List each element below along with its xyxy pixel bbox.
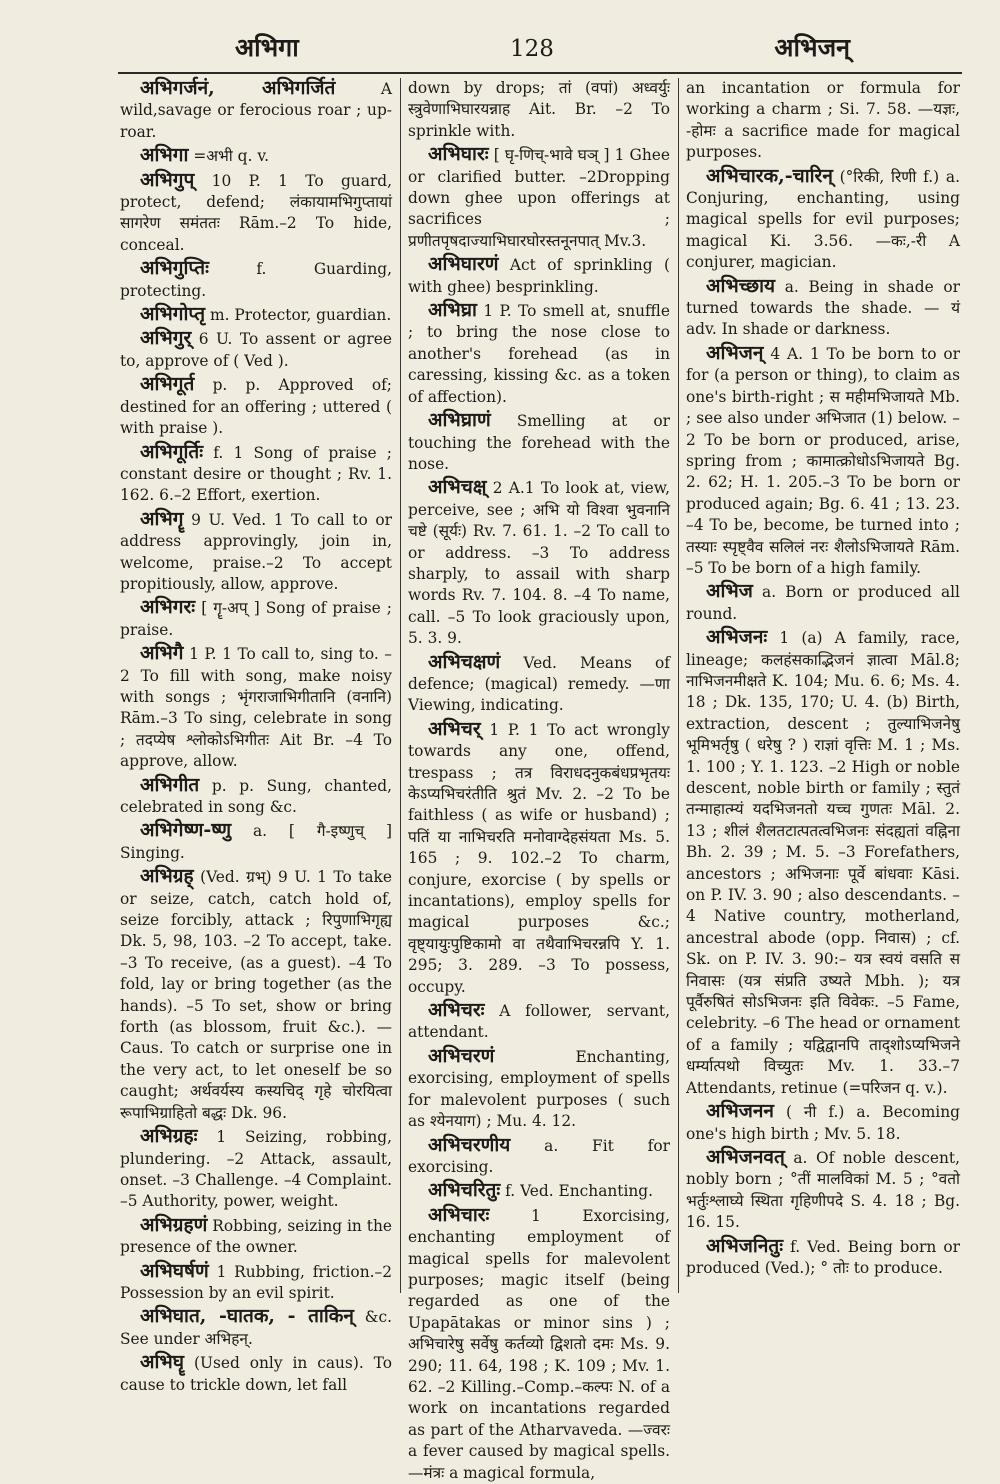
entry-definition: Act of sprinkling ( with ghee) besprinkling. [408, 256, 670, 296]
entry-definition: A wild,savage or ferocious roar ; up-roar. [120, 80, 392, 141]
entry-definition: f. 1 Song of praise ; constant desire or thought ; Rv. 1. 162. 6.–2 Effort, exertion. [120, 443, 392, 505]
right-running-headword: अभिजन् [774, 33, 850, 62]
entry-headword: अभिचरः [428, 999, 485, 1022]
entry-definition: 1 P. 1 To call to, sing to. –2 To fill with song, make noisy with songs ; भृंगराजाभिगीतानि (वनानि) Rām.–3 To sing, celebrate in song ; तदप्येष श्लोकोऽभिगीतः Ait Br. –4 To approve, allow. [120, 645, 392, 771]
dictionary-entry [408, 410, 670, 475]
entry-definition: Ved. Means of defence; (magical) remedy. —णा Viewing, indicating. [408, 653, 670, 715]
dictionary-entry [686, 581, 960, 625]
entry-headword: अभिचक्ष् [428, 476, 487, 499]
dictionary-entry [408, 652, 670, 717]
entry-definition: 1 (a) A family, race, lineage; कलहंसकाद्भिजनं ज्ञात्वा Māl.8; नाभिजनमीक्षते K. 104; Mu. 6. 6; Ms. 4. 18 ; Dk. 135, 170; U. 4. (b) Birth, extraction, descent ; तुल्याभिजनेषु भूमिभर्तृषु ( धरेषु ? ) राज्ञां वृत्तिः M. 1 ; Ms. 1. 100 ; Y. 1. 123. –2 High or noble descent, noble birth or family ; स्तुतं तन्माहात्म्यं यदभिजनतो यच्च गुणतः Māl. 2. 13 ; शीलं शैलतटात्पतत्वभिजनः संदह्यतां वह्निना Bh. 2. 39 ; M. 5. –3 Forefathers, ancestors ; अभिजनाः पूर्वे बांधवाः Kāsi. on P. IV. 3. 90 ; also descendants. –4 Native country, motherland, ancestral abode (opp. निवास) ; cf. Sk. on P. IV. 3. 90:– यत्र स्वयं वसति स निवासः (यत्र संप्रति उष्यते Mbh. ); यत्र पूर्वैरुषितं सोऽभिजनः इति विवेकः. –5 Fame, celebrity. –6 The head or ornament of a family ; यद्विद्वानपि ताद्शोऽप्यभिजने धर्म्यात्पथो विच्युतः Mv. 1. 33.–7 Attendants, retinue (=परिजन q. v.). [686, 629, 960, 1097]
entry-definition: down by drops; तां (वपां) अध्वर्युः स्त्रुवेणाभिघारयन्नाह Ait. Br. –2 To sprinkle with. [408, 79, 670, 140]
entry-definition: =अभी q. v. [193, 147, 270, 166]
column-2 [408, 78, 670, 1482]
dictionary-entry [408, 254, 670, 298]
dictionary-entry [408, 1205, 670, 1484]
header-rule [118, 72, 962, 74]
entry-definition: 9 U. Ved. 1 To call to or address approvingly, join in, welcome, praise.–2 To accept propitiously, allow, approve. [120, 510, 392, 593]
entry-headword: अभिघारणं [428, 253, 499, 276]
entry-definition: 6 U. To assent or agree to, approve of ( Ved ). [120, 330, 392, 370]
dictionary-entry [686, 166, 960, 274]
dictionary-entry [686, 1101, 960, 1145]
entry-headword: अभिग्रहणं [140, 1213, 208, 1236]
entry-definition: 1 P. To smell at, snuffle ; to bring the nose close to another's forehead (as in caressing, kissing &c. as a token of affection). [408, 302, 670, 406]
entry-definition: (°रिकी, रिणी f.) a. Conjuring, enchanting, using magical spells for evil purposes; magical Ki. 3.56. —कः,-री A conjurer, magician. [686, 167, 960, 272]
entry-definition: f. Guarding, protecting. [120, 260, 392, 300]
entry-definition: an incantation or formula for working a charm ; Si. 7. 58. —यज्ञः, -होमः a sacrifice made for magical purposes. [686, 79, 960, 162]
dictionary-entry [408, 1135, 670, 1179]
entry-definition: A follower, servant, attendant. [408, 1002, 670, 1042]
entry-definition: (Ved. ग्रभ्) 9 U. 1 To take or seize, catch, catch hold of, seize forcibly, attack ; रिपुणाभिगृह्य Dk. 5, 98, 103. –2 To accept, take. –3 To receive, (as a guest). –4 To fold, lay or bring together (as the hands). –5 To set, show or bring forth (as blossom, fruit &c.). — Caus. To catch or surprise one in the very act, to let oneself be so caught; अर्थवर्यस्य कस्यचिद् गृहे चोरयित्वा रूपाभिग्राहितो बद्धः Dk. 96. [120, 868, 392, 1122]
dictionary-entry [120, 170, 392, 257]
entry-headword: अभिगर्जनं, अभिगर्जितं [140, 77, 336, 99]
dictionary-entry [408, 1180, 670, 1202]
dictionary-entry [120, 1352, 392, 1396]
entry-definition: f. Ved. Being born or produced (Ved.); ° तोः to produce. [686, 1237, 960, 1277]
entry-headword: अभिगेष्ण-ष्णु [140, 819, 232, 842]
entry-headword: अभिगा [140, 144, 189, 167]
entry-definition: (Used only in caus). To cause to trickle down, let fall [120, 1354, 392, 1394]
entry-headword: अभिजनितुः [706, 1234, 784, 1257]
entry-headword: अभिचारः [428, 1203, 490, 1226]
dictionary-entry [120, 78, 392, 143]
entry-definition: [ घृ-णिच्-भावे घञ् ] 1 Ghee or clarified butter. –2Dropping down ghee upon offerings at sacrifices ; प्रणीतपृषदाज्याभिघारघोरस्तनूनपात् Mv.3. [408, 146, 670, 250]
entry-headword: अभिजनन [706, 1100, 774, 1123]
entry-headword: अभिघात, -घातक, - ताकिन् [140, 1305, 354, 1328]
dictionary-entry [120, 442, 392, 507]
entry-headword: अभिचारक,-चारिन् [706, 164, 833, 187]
entry-headword: अभिग्रह् [140, 865, 194, 888]
page-header [120, 30, 960, 70]
entry-definition: m. Protector, guardian. [210, 306, 392, 325]
entry-definition: &c. See under अभिहन्. [120, 1308, 392, 1348]
entry-headword: अभिघॄ [140, 1351, 185, 1374]
entry-headword: अभिघ्रा [428, 299, 477, 322]
column-divider [400, 78, 401, 1293]
dictionary-entry [686, 627, 960, 1099]
dictionary-entry [120, 328, 392, 372]
dictionary-entry [408, 719, 670, 998]
dictionary-entry [408, 300, 670, 408]
entry-definition: a. Born or produced all round. [686, 583, 960, 623]
entry-headword: अभिग्रहः [140, 1125, 198, 1148]
entry-headword: अभिगुप्तिः [140, 257, 209, 280]
dictionary-entry [120, 374, 392, 439]
dictionary-entry [120, 258, 392, 302]
entry-definition: [ गॄ-अप् ] Song of praise ; praise. [120, 599, 392, 639]
entry-definition: a. Fit for exorcising. [408, 1136, 670, 1176]
dictionary-entry [120, 820, 392, 864]
entry-definition: p. p. Approved of; destined for an offering ; uttered ( with praise ). [120, 376, 392, 438]
entry-headword: अभिगूर्त [140, 373, 195, 396]
entry-headword: अभिचर् [428, 717, 481, 740]
entry-headword: अभिजनवत् [706, 1145, 785, 1168]
column-3 [686, 78, 960, 1293]
dictionary-entry [120, 597, 392, 641]
entry-headword: अभिघर्षणं [140, 1259, 209, 1282]
dictionary-entry [120, 509, 392, 596]
dictionary-entry [686, 78, 960, 164]
entry-definition: f. Ved. Enchanting. [505, 1182, 654, 1201]
entry-definition: 1 P. 1 To act wrongly towards any one, offend, trespass ; तत्र विराधदनुकबंधप्रभृतयः केऽप्यभिचरंतीति श्रुतं Mv. 2. –2 To be faithless ( as wife or husband) ; पतिं या नाभिचरति मनोवाग्देहसंयता Ms. 5. 165 ; 9. 102.–2 To charm, conjure, exorcise ( by spells or incantations), employ spells for magical purposes &c.; वृष्ट्यायुःपुष्टिकामो वा तथैवाभिचरन्नपि Y. 1. 295; 3. 289. –3 To possess, occupy. [408, 720, 670, 996]
entry-definition: a. Being in shade or turned towards the shade. — यं adv. In shade or darkness. [686, 277, 960, 339]
entry-headword: अभिजनः [706, 626, 768, 649]
entry-definition: 4 A. 1 To be born to or for (a person or thing), to claim as one's birth-right ; स महीमभिजायते Mb. ; see also under अभिजात (1) below. –2 To be born or produced, arise, spring from ; कामात्क्रोधोऽभिजायते Bg. 2. 62; H. 1. 205.–3 To be born or produced again; Bg. 6. 41 ; 13. 23. –4 To be, become, be turned into ; तस्याः स्पृष्ट्वैव सलिलं नरः शैलोऽभिजायते Rām. –5 To be born of a high family. [686, 344, 960, 577]
entry-headword: अभिच्छाय [706, 274, 776, 297]
entry-definition: Smelling at or touching the forehead with the nose. [408, 412, 670, 473]
dictionary-entry [686, 1236, 960, 1280]
entry-headword: अभिगूर्तिः [140, 440, 204, 463]
dictionary-entry [120, 1261, 392, 1305]
dictionary-entry [686, 276, 960, 341]
entry-definition: 2 A.1 To look at, view, perceive, see ; अभि यो विश्वा भुवनानि चष्टे (सूर्यः) Rv. 7. 61. 1. –2 To call to or address. –3 To address sharply, to assail with sharp words Rv. 7. 104. 8. –4 To name, call. –5 To look graciously upon, 5. 3. 9. [408, 479, 670, 648]
entry-definition: Robbing, seizing in the presence of the owner. [120, 1216, 392, 1257]
entry-headword: अभिगॄ [140, 507, 184, 530]
column-1 [120, 77, 392, 1394]
dictionary-entry [120, 775, 392, 819]
dictionary-entry [120, 1306, 392, 1350]
entry-definition: 10 P. 1 To guard, protect, defend; लंकायामभिगुप्तायां सागरेण समंततः Rām.–2 To hide, conceal. [120, 171, 392, 254]
entry-headword: अभिघारः [428, 143, 489, 166]
dictionary-entry [120, 866, 392, 1124]
entry-headword: अभिगै [140, 642, 184, 665]
dictionary-entry [120, 1126, 392, 1213]
entry-definition: a. [ गै-इष्णुच् ] Singing. [120, 822, 392, 862]
entry-definition: a. Of noble descent, nobly born ; °तीं मालविकां M. 5 ; °वतो भर्तुःश्लाघ्ये स्थिता गृहिणीपदे S. 4. 18 ; Bg. 16. 15. [686, 1148, 960, 1232]
entry-definition: p. p. Sung, chanted, celebrated in song &c. [120, 776, 392, 816]
entry-headword: अभिगुप् [140, 168, 195, 191]
entry-headword: अभिघ्राणं [428, 409, 491, 432]
left-running-headword: अभिगा [235, 33, 299, 62]
entry-headword: अभिगरः [140, 596, 196, 619]
dictionary-entry [408, 144, 670, 252]
dictionary-columns [120, 77, 960, 1482]
dictionary-entry [408, 78, 670, 142]
dictionary-entry [120, 145, 392, 167]
entry-headword: अभिचरणीय [428, 1133, 511, 1156]
entry-definition: Enchanting, exorcising, employment of spells for malevolent purposes ( such as श्येनयाग) ; Mu. 4. 12. [408, 1047, 670, 1131]
column-divider [678, 78, 679, 1293]
entry-definition: ( नी f.) a. Becoming one's high birth ; Mv. 5. 18. [686, 1103, 960, 1143]
entry-headword: अभिजन् [706, 341, 764, 364]
dictionary-entry [120, 304, 392, 326]
dictionary-entry [408, 1046, 670, 1133]
dictionary-entry [686, 1147, 960, 1234]
entry-definition: 1 Rubbing, friction.–2 Possession by an evil spirit. [120, 1262, 392, 1302]
entry-headword: अभिचरितुः [428, 1179, 501, 1202]
entry-definition: 1 Exorcising, enchanting employment of magical spells for malevolent purposes; magic itself (being regarded as one of the Upapātakas or minor sins ) ; अभिचारेषु सर्वेषु कर्तव्यो द्विशतो दमः Ms. 9. 290; 11. 64, 198 ; K. 109 ; Mv. 1. 62. –2 Killing.–Comp.–कल्पः N. of a work on incantations regarded as part of the Atharvaveda. —ज्वरः a fever caused by magical spells. —मंत्रः a magical formula, [408, 1206, 670, 1482]
entry-definition: 1 Seizing, robbing, plundering. –2 Attack, assault, onset. –3 Challenge. –4 Complaint. –5 Authority, power, weight. [120, 1128, 392, 1211]
entry-headword: अभिज [706, 580, 753, 603]
dictionary-entry [686, 343, 960, 579]
dictionary-entry [408, 477, 670, 649]
entry-headword: अभिगीत [140, 773, 200, 796]
page-number: 128 [510, 36, 554, 62]
entry-headword: अभिगोप्तृ [140, 303, 206, 326]
entry-headword: अभिचक्षणं [428, 650, 501, 673]
entry-headword: अभिचरणं [428, 1044, 495, 1067]
entry-headword: अभिगुर् [140, 327, 192, 350]
dictionary-entry [120, 1215, 392, 1259]
dictionary-entry [120, 643, 392, 772]
dictionary-entry [408, 1000, 670, 1044]
